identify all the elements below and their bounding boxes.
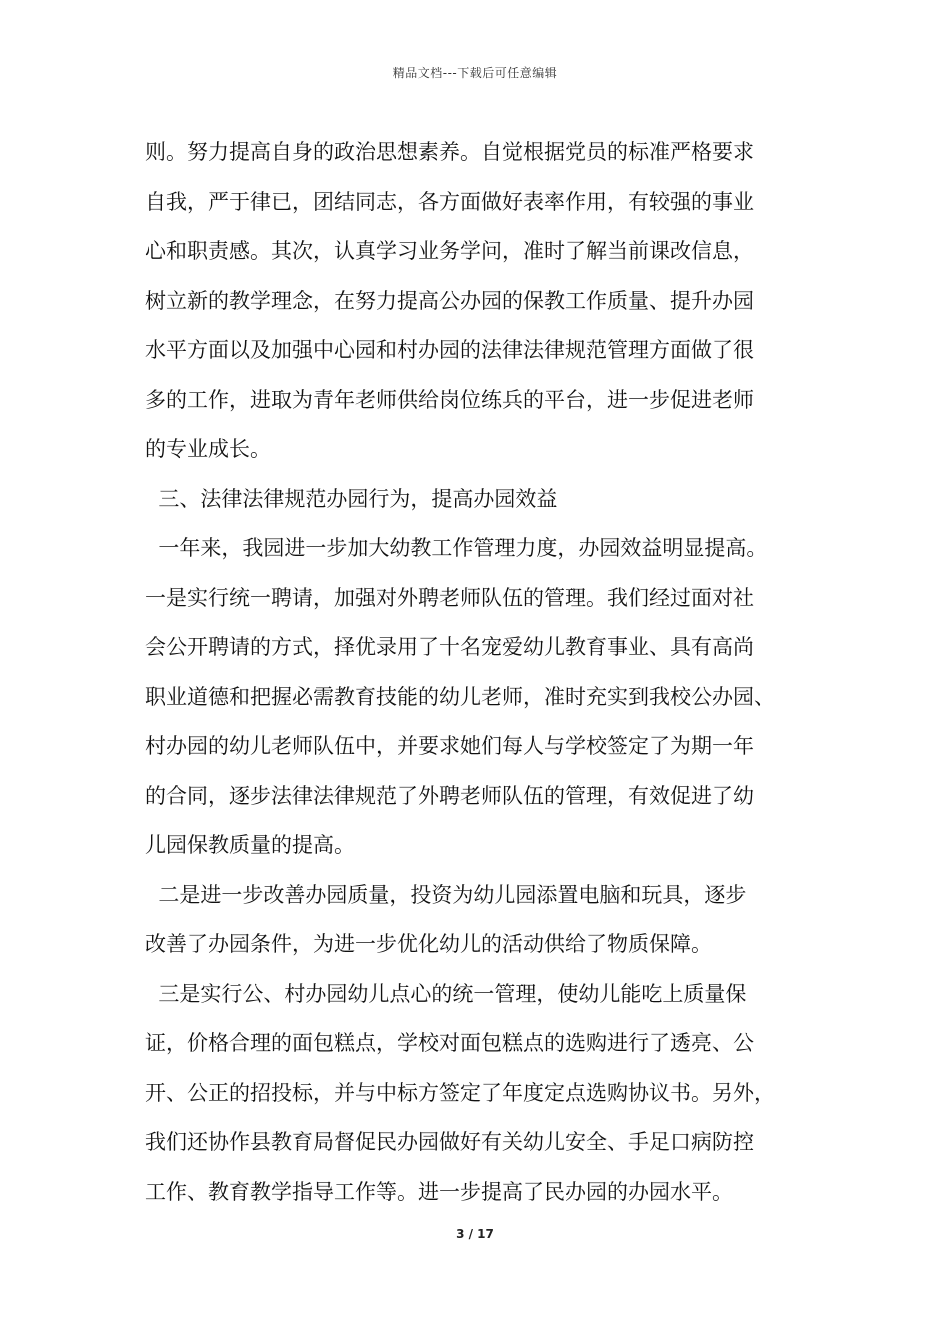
text-line: 一是实行统一聘请，加强对外聘老师队伍的管理。我们经过面对社 [145,585,754,610]
text-line: 多的工作，进取为青年老师供给岗位练兵的平台，进一步促进老师 [145,387,754,412]
text-line: 树立新的教学理念，在努力提高公办园的保教工作质量、提升办园 [145,288,754,313]
text-line: 村办园的幼儿老师队伍中，并要求她们每人与学校签定了为期一年 [145,734,754,758]
text-line: 会公开聘请的方式，择优录用了十名宠爱幼儿教育事业、具有高尚 [145,635,754,659]
text-line: 工作、教育教学指导工作等。进一步提高了民办园的办园水平。 [145,1179,733,1204]
text-line: 开、公正的招投标，并与中标方签定了年度定点选购协议书。另外， [145,1080,775,1105]
text-line: 儿园保教质量的提高。 [145,833,355,857]
document-body [145,132,805,1221]
text-line: 的专业成长。 [145,437,271,461]
text-line: 我们还协作县教育局督促民办园做好有关幼儿安全、手足口病防控 [145,1130,754,1154]
text-line: 改善了办园条件，为进一步优化幼儿的活动供给了物质保障。 [145,932,712,956]
text-line: 一年来，我园进一步加大幼教工作管理力度，办园效益明显提高。 [145,536,768,560]
text-line: 的合同，逐步法律法律规范了外聘老师队伍的管理，有效促进了幼 [145,783,754,808]
section-heading: 三、法律法律规范办园行为，提高办园效益 [145,486,558,511]
text-line: 证，价格合理的面包糕点，学校对面包糕点的选购进行了透亮、公 [145,1031,754,1055]
text-line: 自我，严于律已，团结同志，各方面做好表率作用，有较强的事业 [145,189,754,214]
text-line: 水平方面以及加强中心园和村办园的法律法律规范管理方面做了很 [145,338,754,362]
text-line: 心和职责感。其次，认真学习业务学问，准时了解当前课改信息， [145,239,754,263]
text-line: 职业道德和把握必需教育技能的幼儿老师，准时充实到我校公办园、 [145,684,775,709]
page-number: 3 / 17 [456,1227,494,1241]
text-line: 则。努力提高自身的政治思想素养。自觉根据党员的标准严格要求 [145,140,754,164]
text-line: 三是实行公、村办园幼儿点心的统一管理，使幼儿能吃上质量保 [145,981,747,1006]
text-line: 二是进一步改善办园质量，投资为幼儿园添置电脑和玩具，逐步 [145,882,747,907]
page-header: 精品文档---下载后可任意编辑 [392,66,558,80]
